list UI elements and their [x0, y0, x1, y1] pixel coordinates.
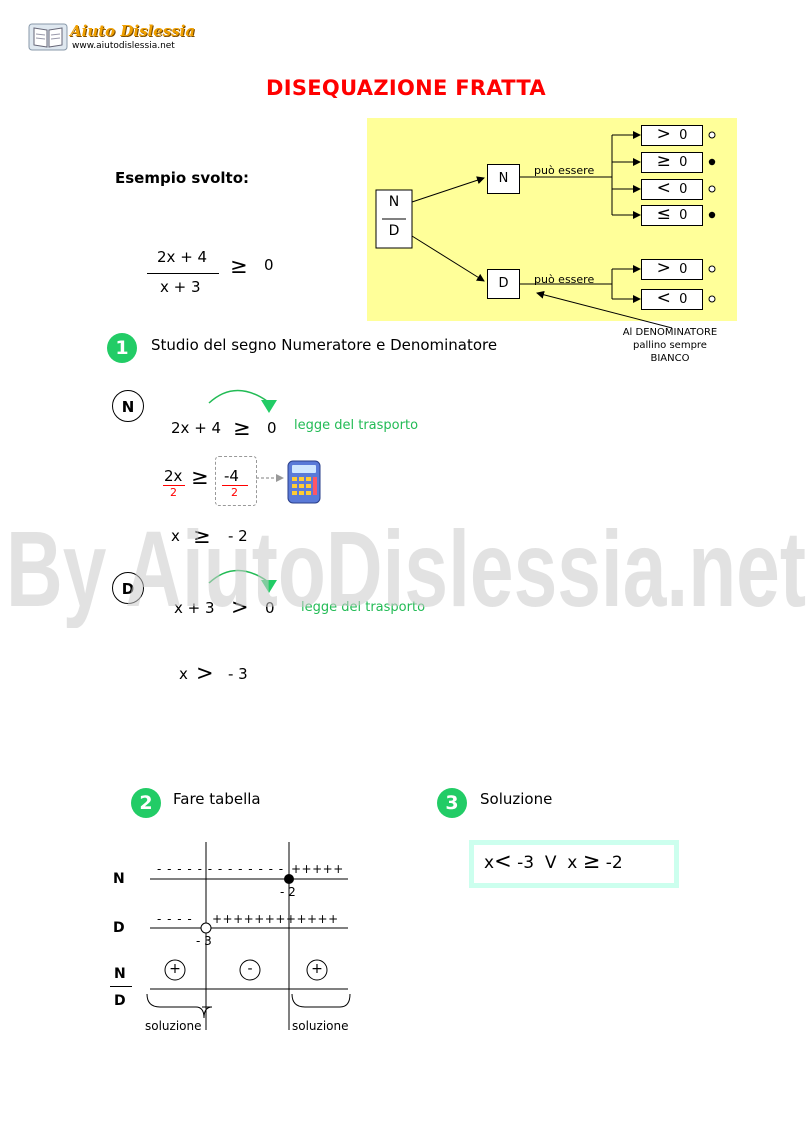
n-option-value: 0 [679, 182, 688, 197]
diagram-n-box: N [487, 164, 520, 194]
step1-label: Studio del segno Numeratore e Denominatore [151, 336, 498, 354]
d-option-sign: > [656, 258, 671, 278]
n-line2-rhs-div: 2 [231, 486, 238, 499]
transport-law-n: legge del trasporto [294, 418, 419, 433]
solution-label-left: soluzione [145, 1019, 202, 1033]
d-line2-lhs: x [179, 665, 188, 683]
d-circle: D [112, 572, 144, 604]
diagram-n: N [388, 194, 400, 210]
d-line2-rhs: - 3 [228, 665, 248, 683]
n-circle: N [112, 390, 144, 422]
solution-rel: ≥ [582, 849, 601, 873]
n-option-value: 0 [679, 155, 688, 170]
solution-value: -2 [605, 853, 623, 873]
transport-law-d: legge del trasporto [301, 600, 426, 615]
n-option-box [641, 179, 703, 200]
d-signs-negative: - - - - [157, 912, 193, 926]
example-relation: ≥ [230, 254, 248, 278]
d-line1-lhs: x + 3 [174, 599, 215, 617]
n-line3-rhs: - 2 [228, 527, 248, 545]
logo-name: Aiuto Dislessia [70, 22, 196, 40]
example-rhs: 0 [264, 256, 274, 274]
n-signs-negative: - - - - - - - - - - - - - [157, 862, 285, 876]
solution-expression [484, 851, 623, 873]
d-option-value: 0 [679, 262, 688, 277]
calculator-icon [287, 460, 321, 504]
solution-value: -3 [517, 853, 535, 873]
solution-var: x [567, 853, 578, 873]
n-line1-rel: ≥ [233, 416, 251, 440]
result-sign: + [311, 961, 323, 977]
result-sign: + [169, 961, 181, 977]
table-row-d: D [113, 920, 125, 936]
solution-or: V [544, 853, 557, 873]
step1-number: 1 [107, 333, 137, 363]
n-option-sign: < [656, 178, 671, 198]
diagram-d: D [388, 223, 400, 239]
diagram-can-be-d: può essere [534, 273, 595, 286]
result-sign: - [247, 961, 253, 977]
table-frac-d: D [114, 993, 126, 1009]
d-option-box [641, 289, 703, 310]
n-option-sign: ≤ [656, 204, 671, 224]
example-fraction-line [147, 273, 219, 274]
n-option-sign: ≥ [656, 151, 671, 171]
example-label: Esempio svolto: [115, 169, 250, 187]
n-line1-lhs: 2x + 4 [171, 419, 222, 437]
diagram-can-be-n: può essere [534, 164, 595, 177]
diagram-note-line: pallino sempre [633, 340, 707, 351]
logo-url: www.aiutodislessia.net [72, 41, 175, 51]
n-line2-rhs: -4 [224, 467, 239, 485]
table-frac-line [110, 986, 132, 987]
n-line3-rel: ≥ [193, 524, 211, 548]
watermark-text: By AiutoDislessia.net [6, 508, 806, 628]
n-option-box [641, 152, 703, 173]
example-numerator: 2x + 4 [157, 248, 208, 266]
transport-arrow-icon [205, 383, 285, 419]
step3-number: 3 [437, 788, 467, 818]
n-option-value: 0 [679, 208, 688, 223]
solution-rel: < [494, 849, 512, 873]
n-signs-positive: +++++ [291, 862, 344, 876]
n-line2-lhs: 2x [164, 467, 183, 485]
step2-number: 2 [131, 788, 161, 818]
d-line2-rel: > [196, 661, 214, 685]
n-option-sign: > [656, 124, 671, 144]
d-option-sign: < [656, 288, 671, 308]
n-line1-rhs: 0 [267, 419, 277, 437]
d-option-value: 0 [679, 292, 688, 307]
d-line1-rel: > [231, 595, 249, 619]
logo-icon [28, 20, 68, 52]
d-signs-positive: ++++++++++++ [212, 912, 339, 926]
transport-arrow-icon [205, 563, 285, 599]
point-d-label: - 3 [196, 934, 212, 948]
page-title: DISEQUAZIONE FRATTA [266, 76, 546, 100]
diagram-note [605, 326, 735, 365]
point-n-label: - 2 [280, 885, 296, 899]
n-option-box [641, 125, 703, 146]
n-option-box [641, 205, 703, 226]
diagram-d-box: D [487, 269, 520, 299]
solution-var: x [484, 853, 495, 873]
d-line1-rhs: 0 [265, 599, 275, 617]
n-line2-lhs-div: 2 [170, 486, 177, 499]
step2-label: Fare tabella [173, 790, 261, 808]
step3-label: Soluzione [480, 790, 553, 808]
diagram-note-line: BIANCO [650, 353, 690, 364]
table-row-n: N [113, 871, 125, 887]
n-option-value: 0 [679, 128, 688, 143]
n-line2-rel: ≥ [191, 465, 209, 489]
diagram-note-line: Al DENOMINATORE [622, 327, 718, 338]
n-line3-lhs: x [171, 527, 180, 545]
solution-label-right: soluzione [292, 1019, 349, 1033]
table-frac-n: N [114, 966, 126, 982]
d-option-box [641, 259, 703, 280]
dashed-arrow-icon [255, 472, 285, 484]
example-denominator: x + 3 [160, 278, 201, 296]
